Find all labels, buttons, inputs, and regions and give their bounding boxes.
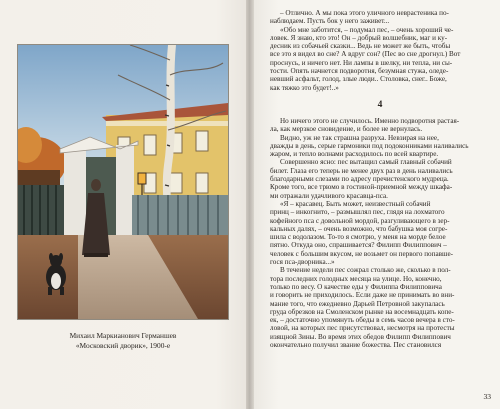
text-line: кофейного пса с довольной мордой, разгуливающего в зер- (270, 216, 450, 225)
text-line: гося пса-дворника...» (270, 258, 335, 267)
painting-caption (0, 331, 246, 350)
text-line: невший асфальт, голод, злые люди.. Столовка, снег.. Боже, (270, 75, 447, 84)
page-text (270, 9, 490, 349)
text-line: «Обо мне заботится, – подумал пес, – очень хороший че- (280, 25, 454, 34)
text-line: ловек. Я знаю, кто это! Он – добрый волшебник, маг и ку- (270, 33, 448, 42)
text-line: шила с водолазом. То-то я смотрю, у меня на морде белое (270, 233, 446, 242)
text-line: дважды в день, серые гармоники под подоконниками наливались (270, 141, 469, 150)
caption-title: «Московский дворик», 1900-е (75, 340, 171, 350)
text-line: как тяжко это будет!..» (270, 83, 339, 92)
text-line: пятно. Откуда оно, спрашивается? Филипп Филиппович – (270, 241, 447, 250)
paragraph (270, 26, 490, 92)
book-gutter (246, 0, 254, 409)
chapter-heading: 4 (377, 99, 383, 110)
text-line: человек с большим вкусом, не возьмет он первого попавше- (270, 249, 454, 258)
paragraph (270, 158, 490, 199)
text-line: кальных далях, – очень возможно, что бабушка моя согре- (270, 224, 448, 233)
paragraph (270, 9, 490, 26)
text-line: только по весу. О качестве еды у Филиппа Филипповича (270, 282, 442, 291)
text-line: тости. Опять начнется подворотня, безумная стужа, оледе- (270, 67, 449, 76)
text-line: и говорить не приходилось. Если даже не принимать во вни- (270, 291, 455, 300)
text-line: благодарными слезами по адресу пречистенского мудреца. (270, 175, 449, 184)
text-line: ла, как мерзкое сновидение, и более не вернулась. (270, 125, 423, 134)
caption-author: Михаил Маркианович Германшев (69, 331, 177, 340)
text-line: жаром, и тепло волнами расходилось по всей квартире. (270, 150, 439, 159)
text-line: мание того, что ежедневно Дарьей Петровной закупалась (270, 299, 445, 308)
text-after-chapter (270, 117, 490, 349)
painting-illustration (17, 44, 229, 320)
text-line: ловой, на которых пес присутствовал, несмотря на протесты (270, 324, 455, 333)
text-line: принц – инкогнито, – размышлял пес, глядя на лохматого (270, 208, 445, 217)
text-line: Совершенно ясно: пес вытащил самый главный собачий (280, 158, 452, 167)
text-before-chapter (270, 9, 490, 92)
text-line: наблюдаем. Пусть бок у него заживет... (270, 17, 390, 26)
text-line: ми отражали удачливого красавца-пса. (270, 191, 388, 200)
text-line: Кроме того, все трюмо в гостиной-приемной между шкафа- (270, 183, 453, 192)
paragraph (270, 200, 490, 266)
text-line: изящной Зины. Во время этих обедов Филипп Филиппович (270, 332, 451, 341)
paragraph (270, 134, 490, 159)
text-line: Но ничего этого не случилось. Именно подворотня растая- (280, 116, 460, 125)
text-line: – Отлично. А мы пока этого уличного неврастеника по- (280, 9, 449, 17)
text-line: билет. Глаза его теперь не менее двух раз в день наливались (270, 166, 453, 175)
text-line: тора последних голодных месяца на улице. Но, конечно, (270, 274, 442, 283)
text-line: ек, – достаточно упомянуть обеды в семь часов вечера в сто- (270, 316, 455, 325)
painting-moscow-courtyard (18, 45, 228, 319)
text-line: десник из собачьей сказки... Ведь не может же быть, чтобы (270, 42, 451, 51)
text-line: «Я – красавец. Быть может, неизвестный собачий (280, 199, 431, 208)
page-number: 33 (483, 392, 491, 401)
text-line: все это я видел во сне? А вдруг сон? (Пес во сне дрогнул.) Вот (270, 50, 461, 59)
text-line: окончательно получил звание божества. Пес становился (270, 340, 442, 349)
text-line: В течение недели пес сожрал столько же, сколько в пол- (280, 266, 451, 275)
left-page (0, 0, 246, 409)
paragraph (270, 266, 490, 349)
paragraph (270, 117, 490, 134)
text-line: груда обрезков на Смоленском рынке на восемнадцать копе- (270, 307, 454, 316)
right-page (254, 0, 500, 409)
text-line: Видно, уж не так страшна разруха. Невзирая на нее, (280, 133, 439, 142)
text-line: проснусь, и ничего нет. Ни лампы в шелку, ни тепла, ни сы- (270, 58, 453, 67)
